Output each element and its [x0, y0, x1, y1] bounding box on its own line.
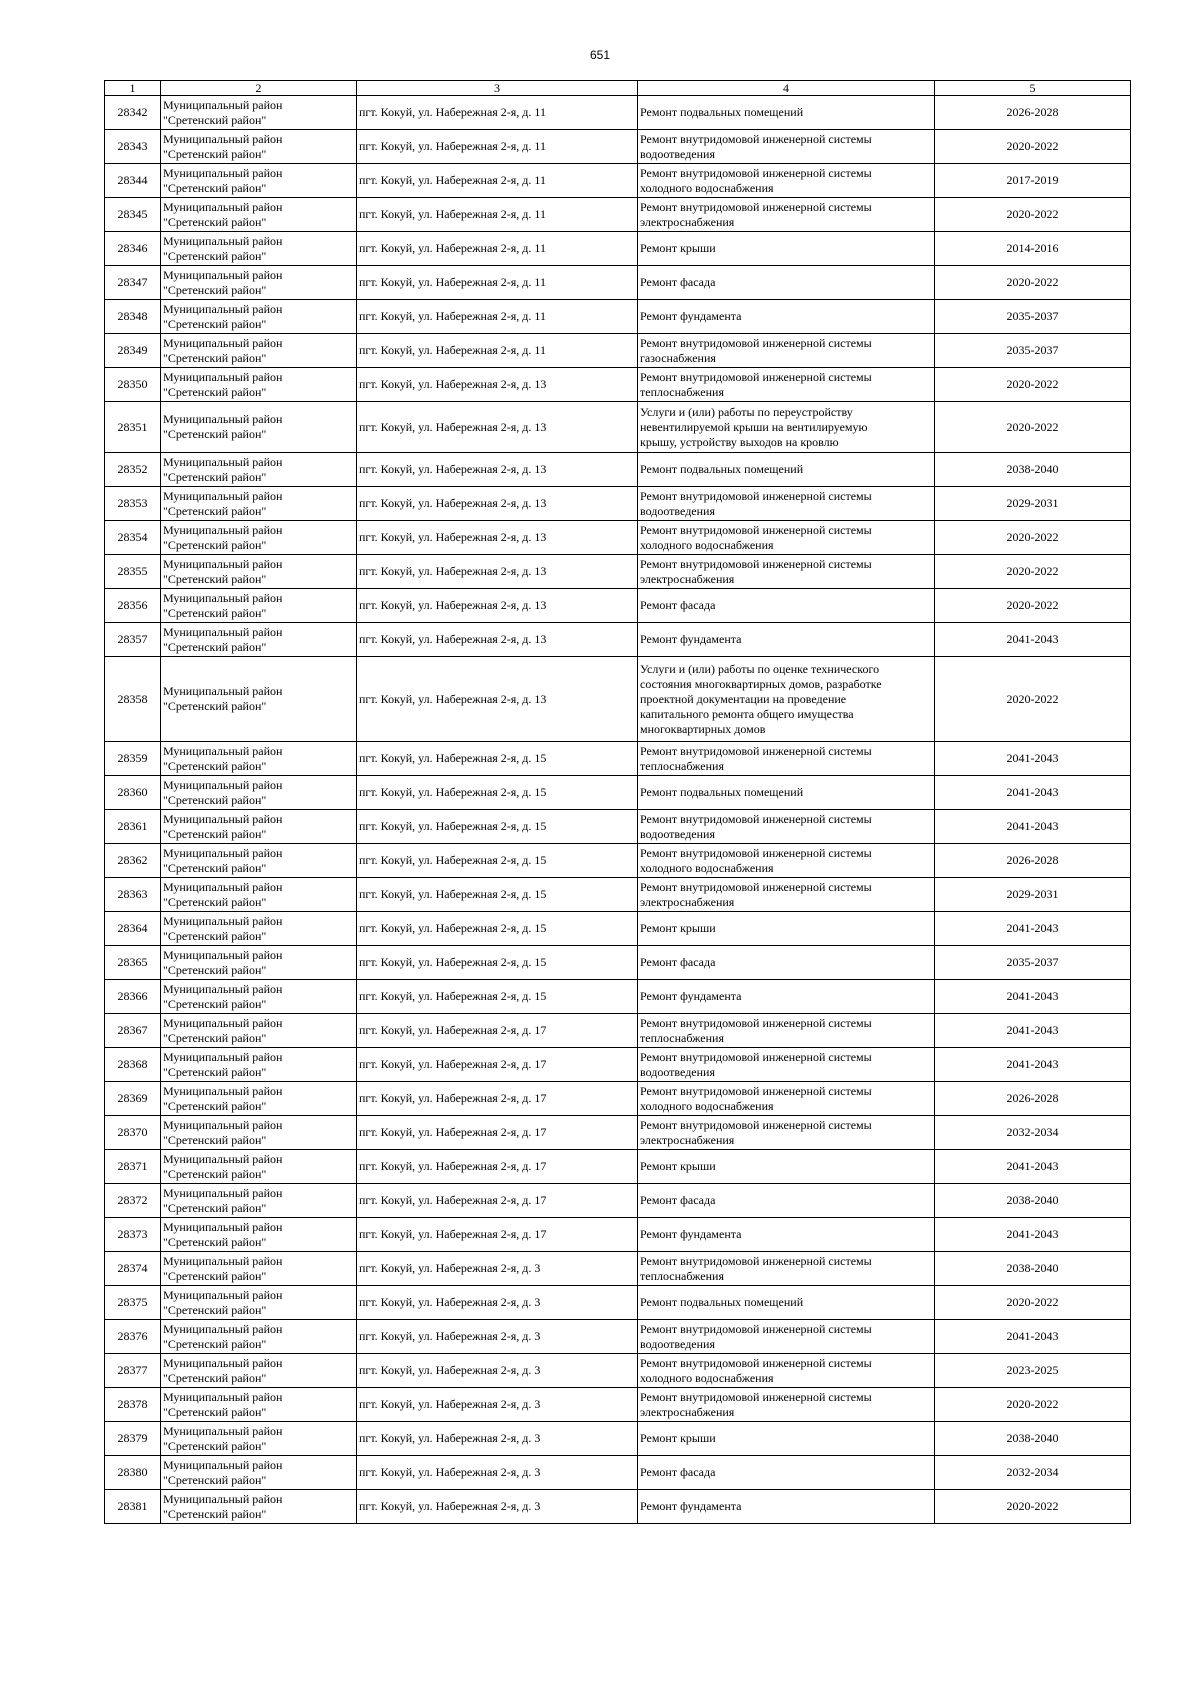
work-type-cell: Ремонт внутридомовой инженерной системы электроснабжения	[638, 878, 935, 912]
work-type-cell: Ремонт внутридомовой инженерной системы холодного водоснабжения	[638, 521, 935, 555]
district-cell: Муниципальный район "Сретенский район"	[161, 1490, 357, 1524]
table-row	[105, 1252, 1131, 1286]
work-type-cell: Ремонт внутридомовой инженерной системы водоотведения	[638, 130, 935, 164]
row-number: 28356	[105, 589, 161, 623]
table-row	[105, 1422, 1131, 1456]
district-cell: Муниципальный район "Сретенский район"	[161, 946, 357, 980]
work-type-cell: Ремонт внутридомовой инженерной системы холодного водоснабжения	[638, 1354, 935, 1388]
work-type-cell: Услуги и (или) работы по оценке технического состояния многоквартирных домов, разработке проектной документации на проведение капитального ремонта общего имущества многоквартирных домов	[638, 657, 935, 742]
work-type-cell: Ремонт внутридомовой инженерной системы водоотведения	[638, 810, 935, 844]
address-cell: пгт. Кокуй, ул. Набережная 2-я, д. 11	[357, 96, 638, 130]
district-cell: Муниципальный район "Сретенский район"	[161, 1184, 357, 1218]
address-cell: пгт. Кокуй, ул. Набережная 2-я, д. 3	[357, 1456, 638, 1490]
address-cell: пгт. Кокуй, ул. Набережная 2-я, д. 13	[357, 623, 638, 657]
address-cell: пгт. Кокуй, ул. Набережная 2-я, д. 11	[357, 300, 638, 334]
period-cell: 2023-2025	[935, 1354, 1131, 1388]
district-cell: Муниципальный район "Сретенский район"	[161, 266, 357, 300]
work-type-cell: Ремонт внутридомовой инженерной системы электроснабжения	[638, 1388, 935, 1422]
address-cell: пгт. Кокуй, ул. Набережная 2-я, д. 15	[357, 980, 638, 1014]
work-type-cell: Ремонт внутридомовой инженерной системы электроснабжения	[638, 198, 935, 232]
table-row	[105, 1354, 1131, 1388]
row-number: 28355	[105, 555, 161, 589]
row-number: 28370	[105, 1116, 161, 1150]
table-row	[105, 878, 1131, 912]
address-cell: пгт. Кокуй, ул. Набережная 2-я, д. 17	[357, 1048, 638, 1082]
district-cell: Муниципальный район "Сретенский район"	[161, 1218, 357, 1252]
column-header: 2	[161, 81, 357, 96]
district-cell: Муниципальный район "Сретенский район"	[161, 1252, 357, 1286]
row-number: 28369	[105, 1082, 161, 1116]
period-cell: 2026-2028	[935, 1082, 1131, 1116]
period-cell: 2041-2043	[935, 1218, 1131, 1252]
table-row	[105, 334, 1131, 368]
address-cell: пгт. Кокуй, ул. Набережная 2-я, д. 13	[357, 521, 638, 555]
work-type-cell: Ремонт внутридомовой инженерной системы теплоснабжения	[638, 1014, 935, 1048]
district-cell: Муниципальный район "Сретенский район"	[161, 555, 357, 589]
work-type-cell: Ремонт внутридомовой инженерной системы холодного водоснабжения	[638, 844, 935, 878]
district-cell: Муниципальный район "Сретенский район"	[161, 1388, 357, 1422]
period-cell: 2020-2022	[935, 1286, 1131, 1320]
row-number: 28346	[105, 232, 161, 266]
period-cell: 2020-2022	[935, 1490, 1131, 1524]
district-cell: Муниципальный район "Сретенский район"	[161, 232, 357, 266]
table-row	[105, 555, 1131, 589]
address-cell: пгт. Кокуй, ул. Набережная 2-я, д. 17	[357, 1184, 638, 1218]
work-type-cell: Ремонт фасада	[638, 266, 935, 300]
row-number: 28364	[105, 912, 161, 946]
period-cell: 2041-2043	[935, 776, 1131, 810]
address-cell: пгт. Кокуй, ул. Набережная 2-я, д. 3	[357, 1354, 638, 1388]
district-cell: Муниципальный район "Сретенский район"	[161, 1456, 357, 1490]
row-number: 28374	[105, 1252, 161, 1286]
period-cell: 2041-2043	[935, 980, 1131, 1014]
period-cell: 2014-2016	[935, 232, 1131, 266]
row-number: 28342	[105, 96, 161, 130]
table-row	[105, 1456, 1131, 1490]
table-row	[105, 368, 1131, 402]
table-header-row	[105, 81, 1131, 96]
period-cell: 2041-2043	[935, 623, 1131, 657]
row-number: 28357	[105, 623, 161, 657]
table-row	[105, 453, 1131, 487]
address-cell: пгт. Кокуй, ул. Набережная 2-я, д. 3	[357, 1320, 638, 1354]
address-cell: пгт. Кокуй, ул. Набережная 2-я, д. 15	[357, 742, 638, 776]
work-type-cell: Ремонт крыши	[638, 1422, 935, 1456]
row-number: 28358	[105, 657, 161, 742]
district-cell: Муниципальный район "Сретенский район"	[161, 810, 357, 844]
period-cell: 2020-2022	[935, 521, 1131, 555]
period-cell: 2035-2037	[935, 334, 1131, 368]
table-row	[105, 776, 1131, 810]
row-number: 28381	[105, 1490, 161, 1524]
row-number: 28350	[105, 368, 161, 402]
table-row	[105, 402, 1131, 453]
row-number: 28354	[105, 521, 161, 555]
address-cell: пгт. Кокуй, ул. Набережная 2-я, д. 15	[357, 912, 638, 946]
row-number: 28348	[105, 300, 161, 334]
work-type-cell: Ремонт внутридомовой инженерной системы водоотведения	[638, 1048, 935, 1082]
period-cell: 2032-2034	[935, 1116, 1131, 1150]
address-cell: пгт. Кокуй, ул. Набережная 2-я, д. 17	[357, 1218, 638, 1252]
row-number: 28352	[105, 453, 161, 487]
table-row	[105, 623, 1131, 657]
work-type-cell: Ремонт подвальных помещений	[638, 96, 935, 130]
row-number: 28343	[105, 130, 161, 164]
table-row	[105, 1082, 1131, 1116]
period-cell: 2038-2040	[935, 1422, 1131, 1456]
address-cell: пгт. Кокуй, ул. Набережная 2-я, д. 13	[357, 453, 638, 487]
address-cell: пгт. Кокуй, ул. Набережная 2-я, д. 13	[357, 368, 638, 402]
work-type-cell: Ремонт внутридомовой инженерной системы электроснабжения	[638, 1116, 935, 1150]
table-row	[105, 266, 1131, 300]
district-cell: Муниципальный район "Сретенский район"	[161, 96, 357, 130]
work-type-cell: Ремонт фундамента	[638, 1490, 935, 1524]
table-row	[105, 300, 1131, 334]
district-cell: Муниципальный район "Сретенский район"	[161, 912, 357, 946]
repair-schedule-table	[104, 80, 1131, 1524]
table-row	[105, 589, 1131, 623]
row-number: 28372	[105, 1184, 161, 1218]
period-cell: 2032-2034	[935, 1456, 1131, 1490]
district-cell: Муниципальный район "Сретенский район"	[161, 368, 357, 402]
work-type-cell: Ремонт фасада	[638, 589, 935, 623]
table-row	[105, 198, 1131, 232]
work-type-cell: Ремонт фундамента	[638, 980, 935, 1014]
address-cell: пгт. Кокуй, ул. Набережная 2-я, д. 3	[357, 1252, 638, 1286]
district-cell: Муниципальный район "Сретенский район"	[161, 334, 357, 368]
district-cell: Муниципальный район "Сретенский район"	[161, 1014, 357, 1048]
row-number: 28361	[105, 810, 161, 844]
period-cell: 2020-2022	[935, 1388, 1131, 1422]
work-type-cell: Ремонт крыши	[638, 232, 935, 266]
district-cell: Муниципальный район "Сретенский район"	[161, 164, 357, 198]
period-cell: 2020-2022	[935, 130, 1131, 164]
row-number: 28371	[105, 1150, 161, 1184]
work-type-cell: Ремонт крыши	[638, 1150, 935, 1184]
period-cell: 2017-2019	[935, 164, 1131, 198]
table-row	[105, 96, 1131, 130]
address-cell: пгт. Кокуй, ул. Набережная 2-я, д. 3	[357, 1490, 638, 1524]
work-type-cell: Ремонт внутридомовой инженерной системы теплоснабжения	[638, 742, 935, 776]
district-cell: Муниципальный район "Сретенский район"	[161, 1354, 357, 1388]
table-row	[105, 1184, 1131, 1218]
work-type-cell: Ремонт подвальных помещений	[638, 453, 935, 487]
row-number: 28377	[105, 1354, 161, 1388]
table-row	[105, 1286, 1131, 1320]
period-cell: 2041-2043	[935, 1150, 1131, 1184]
work-type-cell: Ремонт подвальных помещений	[638, 776, 935, 810]
address-cell: пгт. Кокуй, ул. Набережная 2-я, д. 11	[357, 232, 638, 266]
table-row	[105, 946, 1131, 980]
address-cell: пгт. Кокуй, ул. Набережная 2-я, д. 11	[357, 130, 638, 164]
row-number: 28363	[105, 878, 161, 912]
period-cell: 2035-2037	[935, 300, 1131, 334]
row-number: 28373	[105, 1218, 161, 1252]
address-cell: пгт. Кокуй, ул. Набережная 2-я, д. 15	[357, 844, 638, 878]
district-cell: Муниципальный район "Сретенский район"	[161, 300, 357, 334]
address-cell: пгт. Кокуй, ул. Набережная 2-я, д. 11	[357, 198, 638, 232]
period-cell: 2041-2043	[935, 742, 1131, 776]
address-cell: пгт. Кокуй, ул. Набережная 2-я, д. 13	[357, 589, 638, 623]
table-row	[105, 844, 1131, 878]
address-cell: пгт. Кокуй, ул. Набережная 2-я, д. 17	[357, 1082, 638, 1116]
table-row	[105, 1150, 1131, 1184]
district-cell: Муниципальный район "Сретенский район"	[161, 589, 357, 623]
work-type-cell: Ремонт внутридомовой инженерной системы водоотведения	[638, 487, 935, 521]
period-cell: 2026-2028	[935, 844, 1131, 878]
district-cell: Муниципальный район "Сретенский район"	[161, 1150, 357, 1184]
address-cell: пгт. Кокуй, ул. Набережная 2-я, д. 13	[357, 487, 638, 521]
column-header: 4	[638, 81, 935, 96]
row-number: 28345	[105, 198, 161, 232]
district-cell: Муниципальный район "Сретенский район"	[161, 657, 357, 742]
row-number: 28368	[105, 1048, 161, 1082]
row-number: 28360	[105, 776, 161, 810]
row-number: 28378	[105, 1388, 161, 1422]
table-row	[105, 1014, 1131, 1048]
address-cell: пгт. Кокуй, ул. Набережная 2-я, д. 3	[357, 1388, 638, 1422]
row-number: 28349	[105, 334, 161, 368]
period-cell: 2020-2022	[935, 402, 1131, 453]
period-cell: 2020-2022	[935, 266, 1131, 300]
district-cell: Муниципальный район "Сретенский район"	[161, 1116, 357, 1150]
page-number: 651	[589, 48, 611, 62]
district-cell: Муниципальный район "Сретенский район"	[161, 1082, 357, 1116]
address-cell: пгт. Кокуй, ул. Набережная 2-я, д. 11	[357, 164, 638, 198]
work-type-cell: Ремонт фасада	[638, 1456, 935, 1490]
period-cell: 2020-2022	[935, 198, 1131, 232]
work-type-cell: Ремонт внутридомовой инженерной системы водоотведения	[638, 1320, 935, 1354]
address-cell: пгт. Кокуй, ул. Набережная 2-я, д. 3	[357, 1286, 638, 1320]
row-number: 28353	[105, 487, 161, 521]
district-cell: Муниципальный район "Сретенский район"	[161, 878, 357, 912]
district-cell: Муниципальный район "Сретенский район"	[161, 844, 357, 878]
district-cell: Муниципальный район "Сретенский район"	[161, 1286, 357, 1320]
column-header: 1	[105, 81, 161, 96]
district-cell: Муниципальный район "Сретенский район"	[161, 1422, 357, 1456]
period-cell: 2038-2040	[935, 1184, 1131, 1218]
work-type-cell: Ремонт крыши	[638, 912, 935, 946]
district-cell: Муниципальный район "Сретенский район"	[161, 453, 357, 487]
period-cell: 2041-2043	[935, 1014, 1131, 1048]
period-cell: 2035-2037	[935, 946, 1131, 980]
period-cell: 2020-2022	[935, 589, 1131, 623]
table-row	[105, 1218, 1131, 1252]
table-row	[105, 521, 1131, 555]
district-cell: Муниципальный район "Сретенский район"	[161, 776, 357, 810]
table-row	[105, 810, 1131, 844]
row-number: 28344	[105, 164, 161, 198]
table-row	[105, 232, 1131, 266]
row-number: 28365	[105, 946, 161, 980]
district-cell: Муниципальный район "Сретенский район"	[161, 742, 357, 776]
address-cell: пгт. Кокуй, ул. Набережная 2-я, д. 3	[357, 1422, 638, 1456]
period-cell: 2038-2040	[935, 453, 1131, 487]
table-row	[105, 1490, 1131, 1524]
work-type-cell: Ремонт фундамента	[638, 1218, 935, 1252]
table-row	[105, 980, 1131, 1014]
district-cell: Муниципальный район "Сретенский район"	[161, 521, 357, 555]
period-cell: 2020-2022	[935, 555, 1131, 589]
table-row	[105, 1048, 1131, 1082]
district-cell: Муниципальный район "Сретенский район"	[161, 198, 357, 232]
period-cell: 2038-2040	[935, 1252, 1131, 1286]
address-cell: пгт. Кокуй, ул. Набережная 2-я, д. 15	[357, 776, 638, 810]
row-number: 28379	[105, 1422, 161, 1456]
address-cell: пгт. Кокуй, ул. Набережная 2-я, д. 15	[357, 946, 638, 980]
address-cell: пгт. Кокуй, ул. Набережная 2-я, д. 13	[357, 555, 638, 589]
period-cell: 2026-2028	[935, 96, 1131, 130]
table-row	[105, 912, 1131, 946]
table-row	[105, 487, 1131, 521]
district-cell: Муниципальный район "Сретенский район"	[161, 487, 357, 521]
address-cell: пгт. Кокуй, ул. Набережная 2-я, д. 11	[357, 266, 638, 300]
row-number: 28366	[105, 980, 161, 1014]
row-number: 28362	[105, 844, 161, 878]
address-cell: пгт. Кокуй, ул. Набережная 2-я, д. 17	[357, 1116, 638, 1150]
work-type-cell: Ремонт фасада	[638, 946, 935, 980]
work-type-cell: Ремонт фундамента	[638, 300, 935, 334]
work-type-cell: Ремонт внутридомовой инженерной системы теплоснабжения	[638, 1252, 935, 1286]
work-type-cell: Услуги и (или) работы по переустройству невентилируемой крыши на вентилируемую крышу, устройству выходов на кровлю	[638, 402, 935, 453]
table-row	[105, 1388, 1131, 1422]
district-cell: Муниципальный район "Сретенский район"	[161, 623, 357, 657]
work-type-cell: Ремонт внутридомовой инженерной системы теплоснабжения	[638, 368, 935, 402]
period-cell: 2041-2043	[935, 1320, 1131, 1354]
table-body	[105, 81, 1131, 1524]
row-number: 28359	[105, 742, 161, 776]
address-cell: пгт. Кокуй, ул. Набережная 2-я, д. 11	[357, 334, 638, 368]
column-header: 5	[935, 81, 1131, 96]
work-type-cell: Ремонт внутридомовой инженерной системы газоснабжения	[638, 334, 935, 368]
table-row	[105, 742, 1131, 776]
column-header: 3	[357, 81, 638, 96]
row-number: 28367	[105, 1014, 161, 1048]
table-row	[105, 1320, 1131, 1354]
address-cell: пгт. Кокуй, ул. Набережная 2-я, д. 13	[357, 402, 638, 453]
district-cell: Муниципальный район "Сретенский район"	[161, 1320, 357, 1354]
table-row	[105, 1116, 1131, 1150]
work-type-cell: Ремонт фундамента	[638, 623, 935, 657]
address-cell: пгт. Кокуй, ул. Набережная 2-я, д. 15	[357, 878, 638, 912]
work-type-cell: Ремонт внутридомовой инженерной системы электроснабжения	[638, 555, 935, 589]
address-cell: пгт. Кокуй, ул. Набережная 2-я, д. 13	[357, 657, 638, 742]
period-cell: 2041-2043	[935, 1048, 1131, 1082]
period-cell: 2029-2031	[935, 878, 1131, 912]
row-number: 28351	[105, 402, 161, 453]
row-number: 28375	[105, 1286, 161, 1320]
work-type-cell: Ремонт подвальных помещений	[638, 1286, 935, 1320]
table-row	[105, 657, 1131, 742]
period-cell: 2041-2043	[935, 810, 1131, 844]
period-cell: 2020-2022	[935, 657, 1131, 742]
district-cell: Муниципальный район "Сретенский район"	[161, 1048, 357, 1082]
district-cell: Муниципальный район "Сретенский район"	[161, 402, 357, 453]
table-row	[105, 164, 1131, 198]
work-type-cell: Ремонт внутридомовой инженерной системы холодного водоснабжения	[638, 1082, 935, 1116]
district-cell: Муниципальный район "Сретенский район"	[161, 980, 357, 1014]
period-cell: 2029-2031	[935, 487, 1131, 521]
address-cell: пгт. Кокуй, ул. Набережная 2-я, д. 17	[357, 1150, 638, 1184]
period-cell: 2020-2022	[935, 368, 1131, 402]
work-type-cell: Ремонт фасада	[638, 1184, 935, 1218]
address-cell: пгт. Кокуй, ул. Набережная 2-я, д. 15	[357, 810, 638, 844]
work-type-cell: Ремонт внутридомовой инженерной системы холодного водоснабжения	[638, 164, 935, 198]
table-row	[105, 130, 1131, 164]
address-cell: пгт. Кокуй, ул. Набережная 2-я, д. 17	[357, 1014, 638, 1048]
district-cell: Муниципальный район "Сретенский район"	[161, 130, 357, 164]
row-number: 28376	[105, 1320, 161, 1354]
row-number: 28380	[105, 1456, 161, 1490]
period-cell: 2041-2043	[935, 912, 1131, 946]
row-number: 28347	[105, 266, 161, 300]
